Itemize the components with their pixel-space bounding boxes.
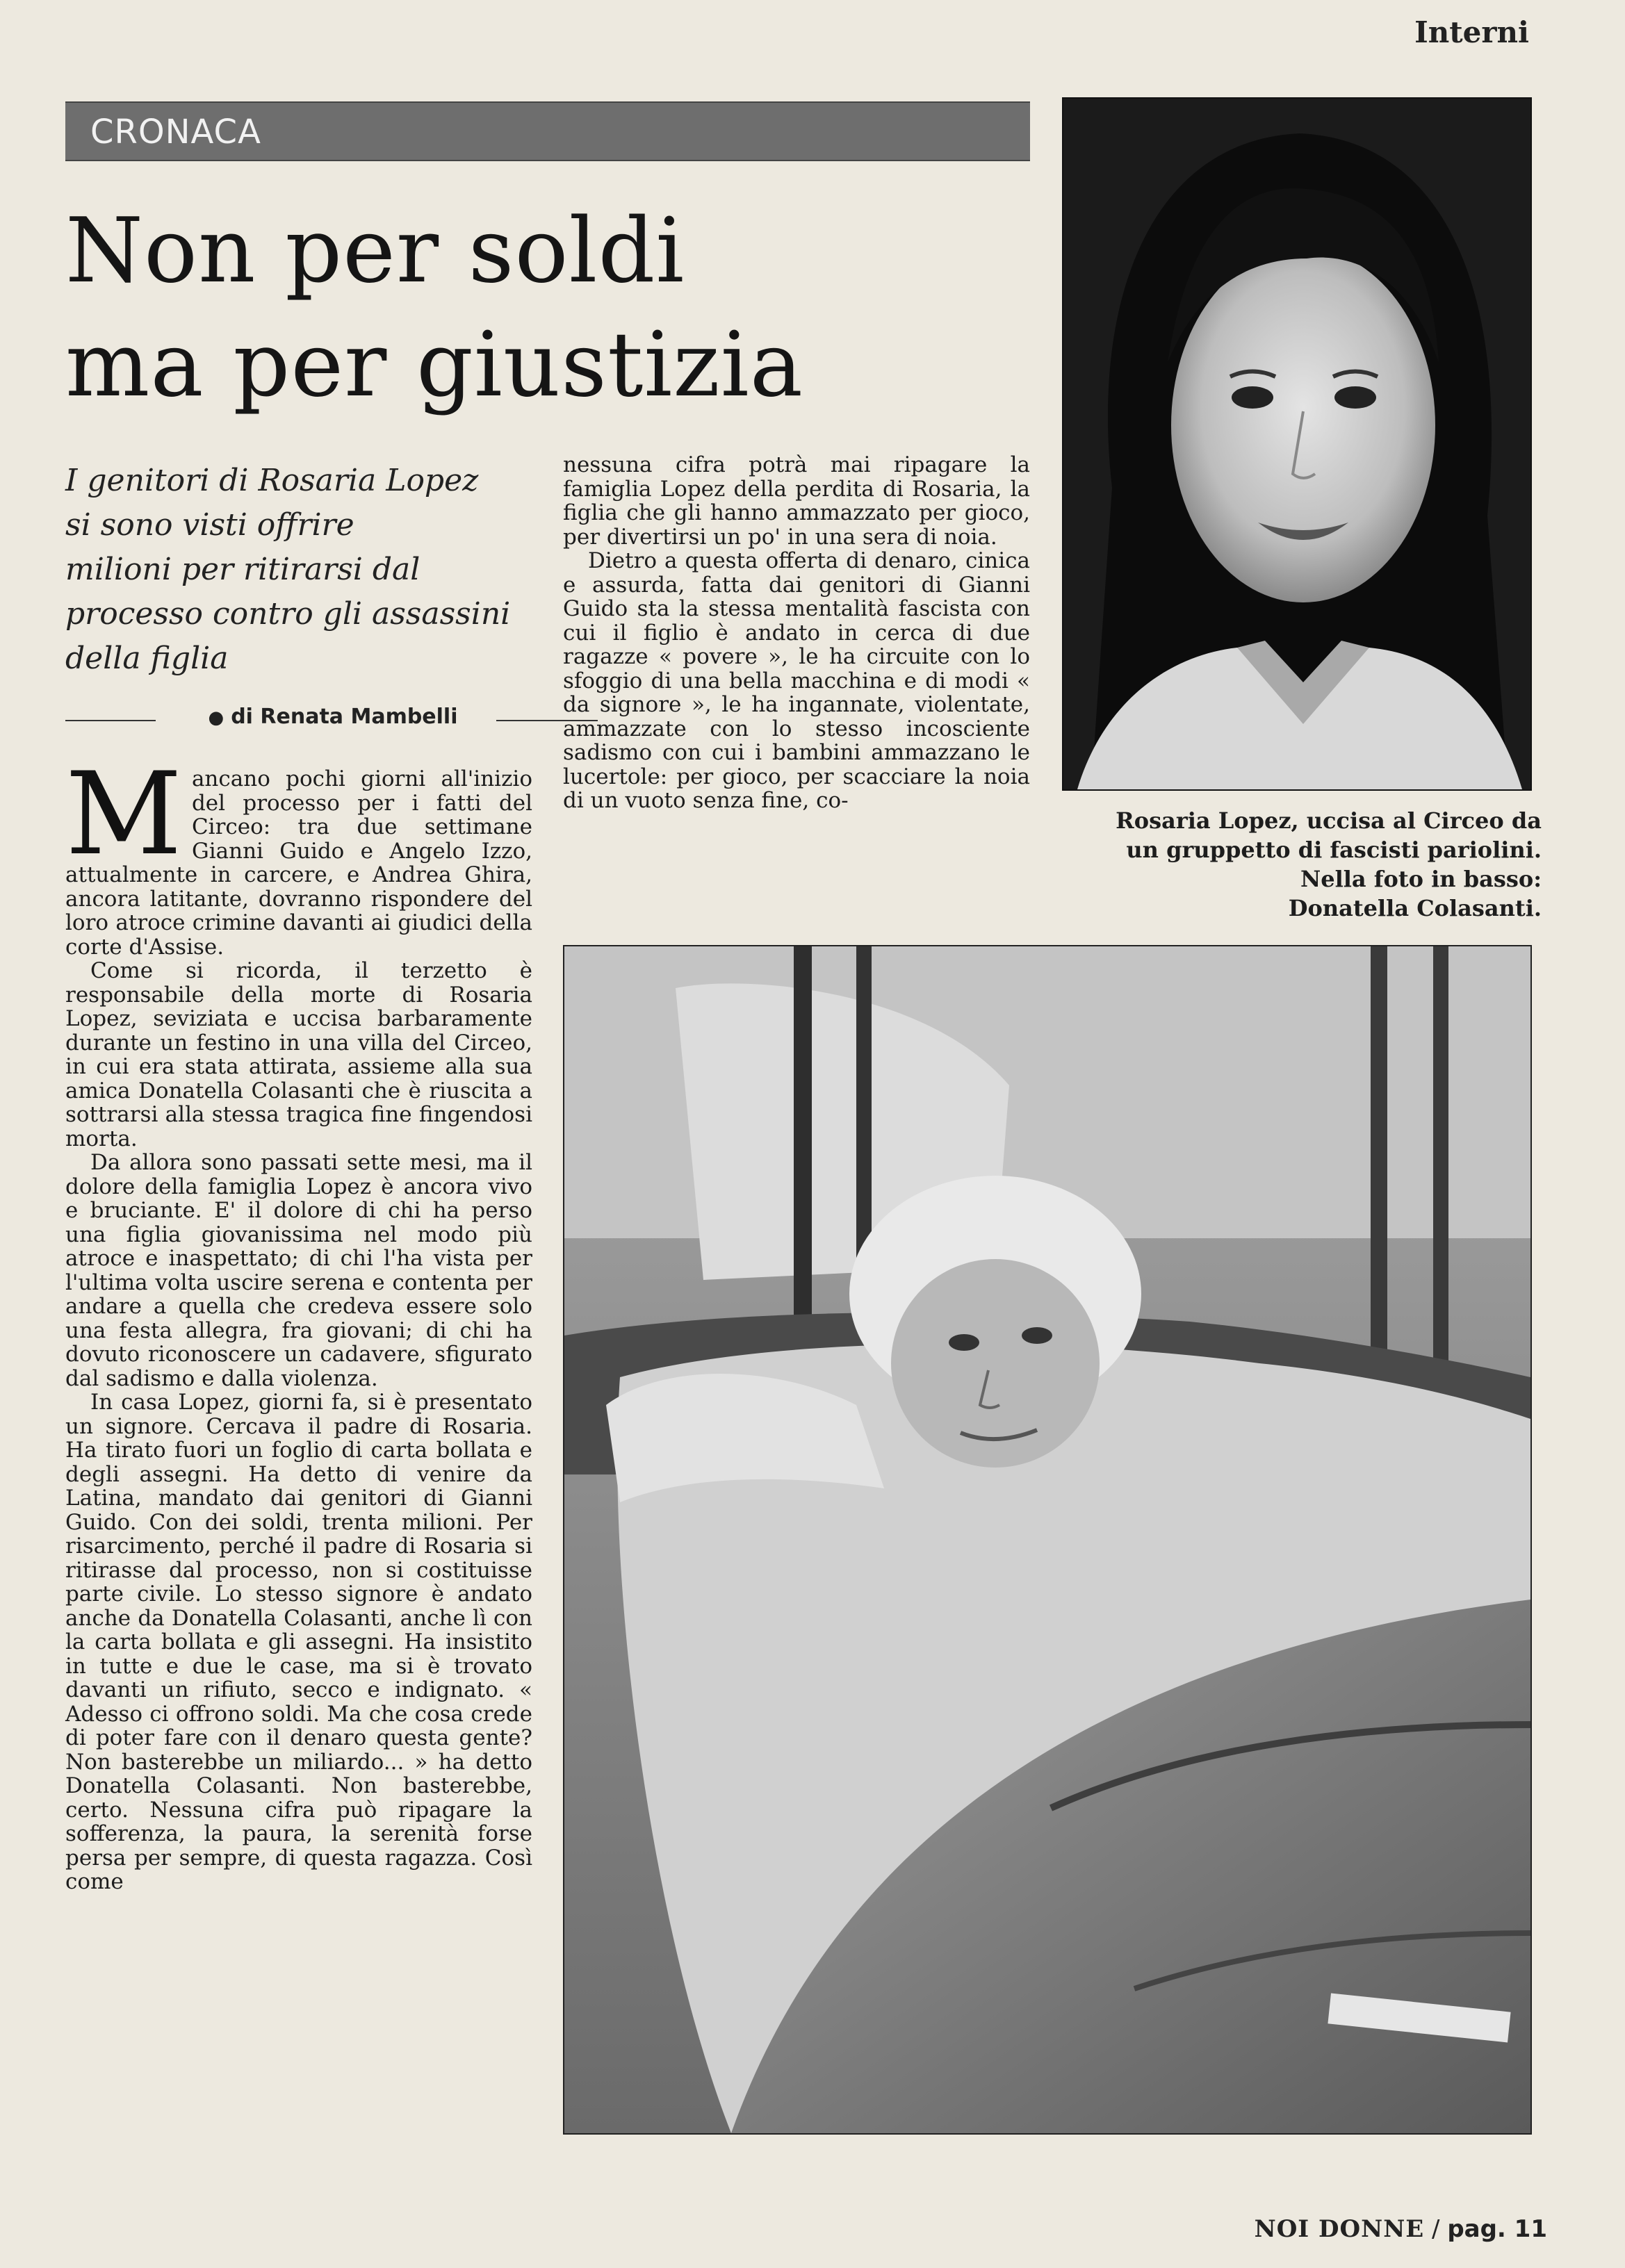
- drop-cap: M: [65, 748, 182, 880]
- hospital-photo-art: [564, 946, 1530, 2133]
- rubric-label: CRONACA: [90, 113, 261, 151]
- standfirst: [65, 459, 552, 681]
- paragraph-text: ancano pochi giorni all'inizio del processo per i fatti del Circeo: tra due settimane Gianni Guido e Angelo Izzo, attualmente in carcere, e Andrea Ghira, ancora latitante, dovranno rispondere del loro atroce crimine davanti ai giudici della corte d'Assise.: [65, 766, 532, 960]
- article-paragraph: Da allora sono passati sette mesi, ma il dolore della famiglia Lopez è ancora vivo e bruciante. E' il dolore di chi ha perso una figlia giovanissima nel modo più atroce e inaspettato; di chi l'ha vista per l'ultima volta uscire serena e contenta per andare a quella che credeva essere solo una festa allegra, fra giovani; di chi ha dovuto riconoscere un cadavere, sfigurato dal sadismo e dalla violenza.: [65, 1150, 532, 1391]
- article-column-1: [65, 748, 532, 1894]
- bullet-icon: ●: [208, 707, 224, 728]
- headline-line: Non per soldi: [65, 199, 685, 303]
- byline-text-wrap: [170, 705, 496, 729]
- caption-line: un gruppetto di fascisti pariolini.: [1126, 837, 1542, 863]
- standfirst-line: si sono visti offrire: [65, 507, 354, 543]
- article-paragraph: Dietro a questa offerta di denaro, cinica e assurda, fatta dai genitori di Gianni Guido sta la stessa mentalità fascista con cui il figlio è andato in cerca di due ragazze « povere », le ha circuite con lo sfoggio di una bella macchina e di modi « da signore », le ha ingannate, violentate, ammazzate con lo stesso incosciente sadismo con cui i bambini ammazzano le lucertole: per gioco, per scacciare la noia di un vuoto senza fine, co-: [563, 548, 1030, 813]
- photo-caption: [1062, 806, 1542, 923]
- footer-separator: /: [1432, 2215, 1440, 2243]
- standfirst-line: I genitori di Rosaria Lopez: [65, 463, 479, 498]
- article-column-2: [563, 453, 1030, 813]
- article-paragraph: Come si ricorda, il terzetto è responsabile della morte di Rosaria Lopez, seviziata e uccisa barbaramente durante un festino in una villa del Circeo, in cui era stata attirata, assieme alla sua amica Donatella Colasanti che è riuscita a sottrarsi alla stessa tragica fine fingendosi morta.: [65, 958, 532, 1151]
- headline-line: ma per giustizia: [65, 313, 803, 417]
- hospital-photo: [563, 945, 1532, 2135]
- page-number: pag. 11: [1447, 2215, 1547, 2243]
- page-footer: [1255, 2215, 1547, 2243]
- portrait-photo-art: [1063, 99, 1530, 789]
- article-paragraph: nessuna cifra potrà mai ripagare la famiglia Lopez della perdita di Rosaria, la figlia che gli hanno ammazzato per gioco, per divertirsi un po' in una sera di noia.: [563, 452, 1030, 550]
- article-paragraph: In casa Lopez, giorni fa, si è presentato un signore. Cercava il padre di Rosaria. Ha tirato fuori un foglio di carta bollata e degli assegni. Ha detto di venire da Latina, mandato dai genitori di Gianni Guido. Con dei soldi, trenta milioni. Per risarcimento, perché il padre di Rosaria si ritirasse dal processo, non si costituisse parte civile. Lo stesso signore è andato anche da Donatella Colasanti, anche lì con la carta bollata e gli assegni. Ha insistito in tutte e due le case, ma si è trovato davanti un rifiuto, secco e indignato. « Adesso ci offrono soldi. Ma che cosa crede di poter fare con il denaro questa gente? Non basterebbe un miliardo... » ha detto Donatella Colasanti. Non basterebbe, certo. Nessuna cifra può ripagare la sofferenza, la paura, la serenità forse persa per sempre, di questa ragazza. Così come: [65, 1390, 532, 1894]
- byline-author: di Renata Mambelli: [231, 705, 458, 729]
- section-label: Interni: [1414, 15, 1529, 49]
- caption-line: Nella foto in basso:: [1300, 866, 1542, 892]
- portrait-photo: [1062, 97, 1532, 791]
- magazine-logo: NOI DONNE: [1254, 2215, 1425, 2243]
- standfirst-line: della figlia: [65, 641, 229, 676]
- byline: [65, 703, 531, 738]
- headline: [65, 195, 1024, 422]
- byline-rule-left: [65, 720, 156, 721]
- caption-line: Rosaria Lopez, uccisa al Circeo da: [1116, 807, 1542, 834]
- rubric-bar: [65, 101, 1030, 161]
- standfirst-line: processo contro gli assassini: [65, 596, 511, 632]
- caption-line: Donatella Colasanti.: [1288, 895, 1542, 921]
- article-paragraph: [65, 748, 532, 960]
- standfirst-line: milioni per ritirarsi dal: [65, 552, 420, 587]
